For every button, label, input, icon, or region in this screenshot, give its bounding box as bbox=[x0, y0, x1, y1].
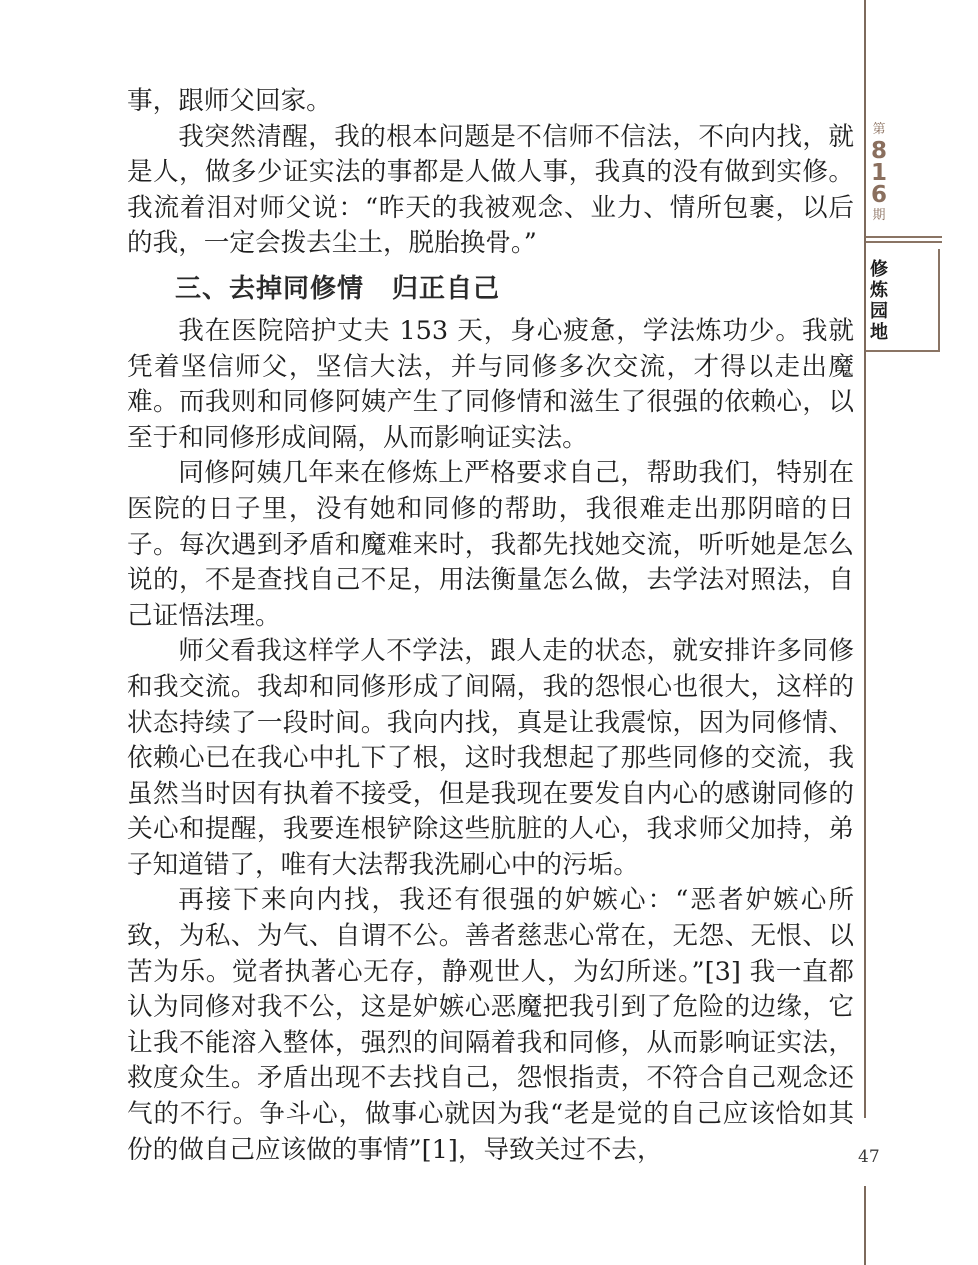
paragraph: 再接下来向内找，我还有很强的妒嫉心：“恶者妒嫉心所致，为私、为气、自谓不公。善者慈悲心常在，无怨、无恨、以苦为乐。觉者执著心无存，静观世人，为幻所迷。”[3] 我一直都认为同修对我不公，这是妒嫉心恶魔把我引到了危险的边缘，它让我不能溶入整体，强烈的间隔着我和同修，从而影响证实法，救度众生。矛盾出现不去找自己，怨恨指责，不符合自己观念还气的不行。争斗心，做事心就因为我“老是觉的自己应该恰如其份的做自己应该做的事情”[1]，导致关过不去， bbox=[127, 885, 854, 1165]
section-tab bbox=[866, 249, 940, 352]
issue-number: 816 bbox=[870, 138, 887, 208]
paragraph: 事，跟师父回家。 bbox=[127, 86, 332, 116]
issue-tag bbox=[866, 122, 892, 224]
issue-suffix: 期 bbox=[872, 208, 886, 223]
sidebar-double-rule bbox=[866, 236, 942, 243]
section-heading-part1: 三、去掉同修情 bbox=[175, 273, 365, 304]
page-number: 47 bbox=[858, 1147, 880, 1167]
section-heading bbox=[175, 267, 854, 311]
article-body bbox=[127, 84, 854, 1168]
section-label: 修炼园地 bbox=[870, 259, 888, 343]
section-heading-part2: 归正自己 bbox=[392, 273, 501, 304]
issue-prefix: 第 bbox=[872, 122, 886, 137]
paragraph: 同修阿姨几年来在修炼上严格要求自己，帮助我们，特别在医院的日子里，没有她和同修的帮助，我很难走出那阴暗的日子。每次遇到矛盾和魔难来时，我都先找她交流，听听她是怎么说的，不是查找自己不足，用法衡量怎么做，去学法对照法，自己证悟法理。 bbox=[127, 458, 854, 631]
paragraph: 我突然清醒，我的根本问题是不信师不信法，不向内找，就是人，做多少证实法的事都是人做人事，我真的没有做到实修。我流着泪对师父说：“昨天的我被观念、业力、情所包裹，以后的我，一定会拨去尘土，脱胎换骨。” bbox=[127, 121, 854, 259]
paragraph: 我在医院陪护丈夫 153 天，身心疲惫，学法炼功少。我就凭着坚信师父，坚信大法，并与同修多次交流，才得以走出魔难。而我则和同修阿姨产生了同修情和滋生了很强的依赖心，以至于和同修形成间隔，从而影响证实法。 bbox=[127, 315, 854, 453]
paragraph: 师父看我这样学人不学法，跟人走的状态，就安排许多同修和我交流。我却和同修形成了间隔，我的怨恨心也很大，这样的状态持续了一段时间。我向内找，真是让我震惊，因为同修情、依赖心已在我心中扎下了根，这时我想起了那些同修的交流，我虽然当时因有执着不接受，但是我现在要发自内心的感谢同修的关心和提醒，我要连根铲除这些肮脏的人心，我求师父加持，弟子知道错了，唯有大法帮我洗刷心中的污垢。 bbox=[127, 636, 854, 880]
